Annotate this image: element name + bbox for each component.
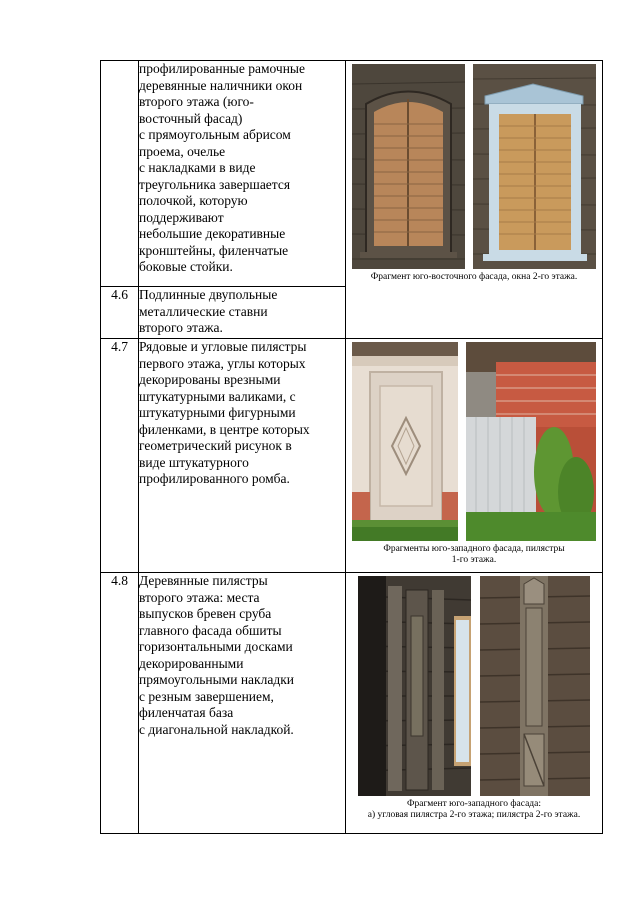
description-line: с накладками в виде <box>139 160 256 175</box>
heritage-features-table <box>100 60 603 834</box>
caption-line: а) угловая пилястра 2-го этажа; пилястра 2-го этажа. <box>367 810 581 820</box>
table-row <box>101 339 603 573</box>
pilaster-photo-right <box>466 342 596 541</box>
description-line: штукатурными валиками, с <box>139 388 296 404</box>
description-line: главного фасада обшиты <box>139 622 282 638</box>
window-photo-left <box>352 64 465 269</box>
description-line: второго этажа. <box>139 320 223 335</box>
row-number: 4.7 <box>101 339 139 573</box>
description-line: с прямоугольным абрисом <box>139 127 291 142</box>
description-line: филенками, в центре которых <box>139 421 310 437</box>
caption-line: Фрагмент юго-восточного фасада, окна 2-го этажа. <box>370 272 578 282</box>
description-line: геометрический рисунок в <box>139 438 292 453</box>
description-line: проема, очелье <box>139 143 226 159</box>
description-line: штукатурными фигурными <box>139 405 296 420</box>
description-line: первого этажа, углы которых <box>139 355 306 371</box>
caption-line: Фрагмент юго-западного фасада: <box>407 799 541 809</box>
table-row <box>101 61 603 287</box>
window-photo-right <box>473 64 596 269</box>
description-line: второго этажа: места <box>139 589 260 605</box>
row-number: 4.6 <box>101 287 139 339</box>
description-line: выпусков бревен сруба <box>139 606 272 621</box>
description-line: боковые стойки. <box>139 259 233 274</box>
description-line: профилированные рамочные <box>139 61 305 76</box>
description-line: треугольника завершается <box>139 176 291 192</box>
row-description <box>139 287 346 339</box>
row-number: 4.8 <box>101 573 139 834</box>
caption-line: Фрагменты юго-западного фасада, пилястры <box>383 544 565 554</box>
corner-pilaster-photo <box>358 576 471 796</box>
description-line: восточный фасад) <box>139 110 243 126</box>
description-line: декорированными <box>139 655 244 671</box>
pilaster-photo <box>480 576 590 796</box>
photo-cell-pilasters-1 <box>346 339 603 573</box>
row-number <box>101 61 139 287</box>
photo-cell-windows <box>346 61 603 339</box>
description-line: второго этажа (юго- <box>139 94 254 109</box>
description-line: полочкой, которую <box>139 193 248 208</box>
photo-caption <box>346 269 602 283</box>
description-line: Деревянные пилястры <box>139 573 268 588</box>
description-line: деревянные наличники окон <box>139 77 303 93</box>
pilaster-photo-left <box>352 342 458 541</box>
description-line: с резным завершением, <box>139 688 274 704</box>
description-line: небольшие декоративные <box>139 226 286 241</box>
description-line: прямоугольными накладки <box>139 672 294 687</box>
photo-caption <box>346 541 602 566</box>
description-line: профилированного ромба. <box>139 471 290 486</box>
description-line: с диагональной накладкой. <box>139 721 294 737</box>
row-description <box>139 573 346 834</box>
description-line: кронштейны, филенчатые <box>139 242 289 258</box>
row-description <box>139 339 346 573</box>
description-line: виде штукатурного <box>139 454 249 470</box>
table-row <box>101 573 603 834</box>
photo-caption <box>346 796 602 821</box>
description-line: Рядовые и угловые пилястры <box>139 339 307 354</box>
photo-cell-pilasters-2 <box>346 573 603 834</box>
description-line: металлические ставни <box>139 303 268 319</box>
row-description <box>139 61 346 287</box>
description-line: поддерживают <box>139 209 224 225</box>
description-line: декорированы врезными <box>139 372 281 387</box>
caption-line: 1-го этажа. <box>451 555 497 565</box>
description-line: филенчатая база <box>139 705 234 720</box>
description-line: горизонтальными досками <box>139 639 293 654</box>
description-line: Подлинные двупольные <box>139 287 278 302</box>
